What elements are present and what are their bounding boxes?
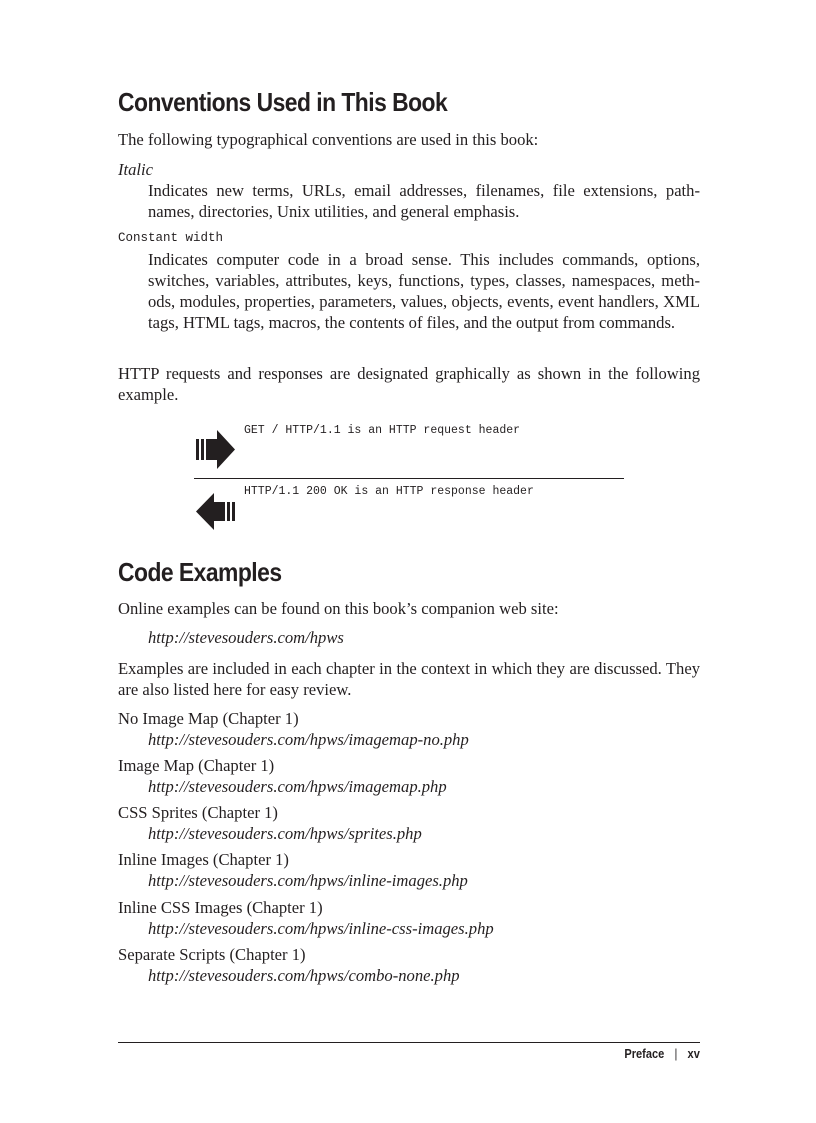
term-label: Italic <box>118 160 154 179</box>
footer-separator: | <box>674 1046 678 1061</box>
list-item <box>118 755 700 802</box>
list-item <box>118 849 700 897</box>
example-title: Separate Scripts (Chapter 1) <box>118 945 306 964</box>
page-number: xv <box>687 1046 700 1061</box>
term-definition: Indicates new terms, URLs, email addresses, filenames, file extensions, path-names, directories, Unix utilities, and general emphasis. <box>148 181 700 221</box>
term-italic <box>118 159 700 222</box>
request-label: GET / HTTP/1.1 is an HTTP request header <box>244 424 521 437</box>
http-figure <box>118 420 700 530</box>
example-title: Image Map (Chapter 1) <box>118 756 275 775</box>
example-link[interactable]: http://stevesouders.com/hpws/sprites.php <box>148 824 422 843</box>
conventions-intro: The following typographical conventions are used in this book: <box>118 130 539 149</box>
figure-divider <box>194 478 624 479</box>
request-arrow-icon <box>195 428 237 472</box>
example-link[interactable]: http://stevesouders.com/hpws/inline-images.php <box>148 871 468 890</box>
example-list <box>118 708 700 991</box>
example-link[interactable]: http://stevesouders.com/hpws/combo-none.php <box>148 966 460 985</box>
example-title: Inline CSS Images (Chapter 1) <box>118 898 323 917</box>
list-item <box>118 708 700 755</box>
conventions-heading: Conventions Used in This Book <box>118 87 448 117</box>
term-definition: Indicates computer code in a broad sense. This includes commands, options, switches, variables, attributes, keys, functions, types, classes, namespaces, meth-ods, modules, properties, parameters, values, objects, events, event handlers, XML tags, HTML tags, macros, the contents of files, and the output from commands. <box>148 250 700 332</box>
companion-site-link[interactable]: http://stevesouders.com/hpws <box>148 628 344 647</box>
running-footer <box>624 1046 700 1061</box>
example-link[interactable]: http://stevesouders.com/hpws/imagemap-no.php <box>148 730 469 749</box>
list-item <box>118 897 700 944</box>
example-link[interactable]: http://stevesouders.com/hpws/inline-css-images.php <box>148 919 494 938</box>
response-label: HTTP/1.1 200 OK is an HTTP response header <box>244 485 534 498</box>
list-item <box>118 944 700 991</box>
code-examples-heading: Code Examples <box>118 557 282 587</box>
code-examples-intro: Online examples can be found on this book’s companion web site: <box>118 599 559 618</box>
term-label: Constant width <box>118 231 224 245</box>
list-item <box>118 802 700 849</box>
http-note: HTTP requests and responses are designated graphically as shown in the following example. <box>118 364 700 404</box>
example-title: No Image Map (Chapter 1) <box>118 709 299 728</box>
footer-rule <box>118 1042 700 1043</box>
footer-section: Preface <box>624 1046 665 1061</box>
example-link[interactable]: http://stevesouders.com/hpws/imagemap.php <box>148 777 447 796</box>
example-title: Inline Images (Chapter 1) <box>118 850 289 869</box>
response-arrow-icon <box>195 492 237 532</box>
term-constant-width <box>118 228 700 333</box>
example-title: CSS Sprites (Chapter 1) <box>118 803 278 822</box>
code-examples-description: Examples are included in each chapter in the context in which they are discussed. They are also listed here for easy review. <box>118 659 700 699</box>
